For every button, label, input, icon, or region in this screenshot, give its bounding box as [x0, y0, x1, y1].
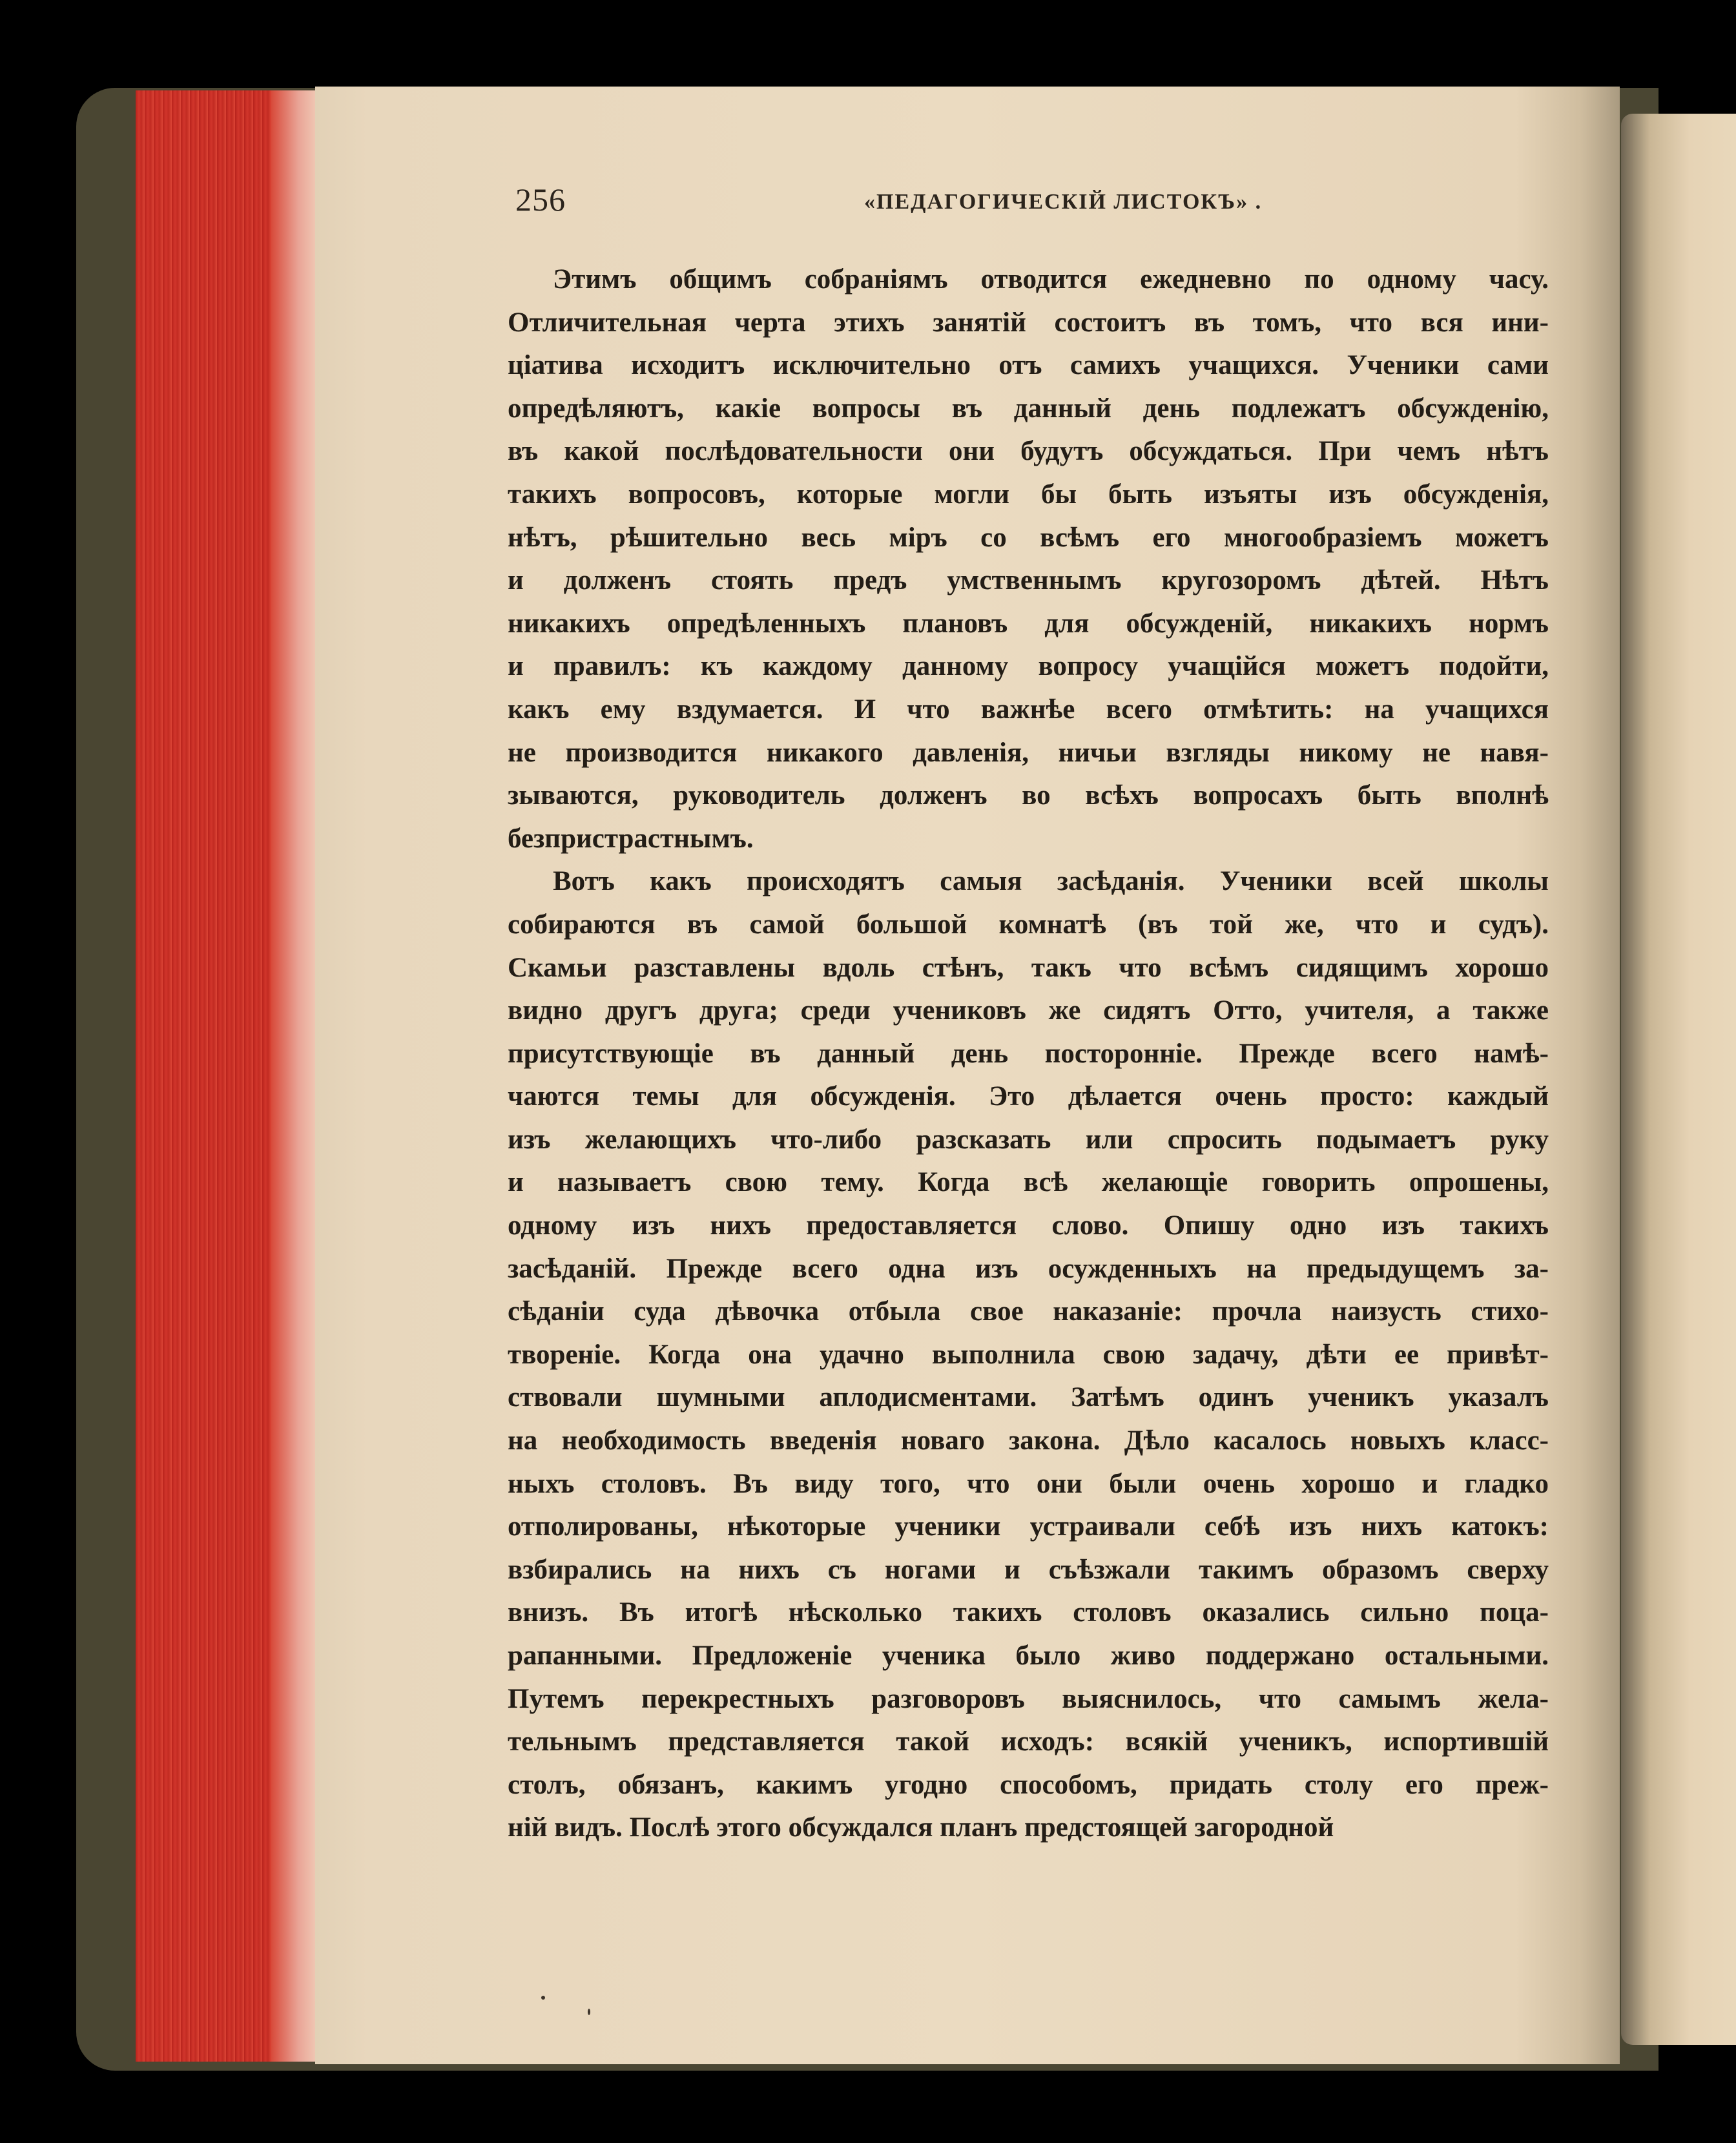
text-line: собираются въ самой большой комнатѣ (въ той же, что и судъ). — [508, 909, 1549, 940]
text-line: никакихъ опредѣленныхъ плановъ для обсужденій, никакихъ нормъ — [508, 608, 1549, 639]
body-text — [508, 258, 1549, 1850]
running-title: «ПЕДАГОГИЧЕСКІЙ ЛИСТОКЪ» . — [864, 190, 1263, 214]
page-speck — [588, 2009, 590, 2015]
text-line: ныхъ столовъ. Въ виду того, что они были очень хорошо и гладко — [508, 1468, 1549, 1499]
text-line: въ какой послѣдовательности они будутъ обсуждаться. При чемъ нѣтъ — [508, 436, 1549, 467]
page-edge-highlight — [271, 90, 316, 2062]
paragraph — [508, 860, 1549, 1850]
text-line: не производится никакого давленія, ничьи взгляды никому не навя- — [508, 737, 1549, 768]
text-line: видно другъ друга; среди учениковъ же сидятъ Отто, учителя, а также — [508, 995, 1549, 1026]
text-line: ній видъ. Послѣ этого обсуждался планъ предстоящей загородной — [508, 1812, 1334, 1843]
text-line: на необходимость введенія новаго закона. Дѣло касалось новыхъ класс- — [508, 1425, 1549, 1456]
text-line: Скамьи разставлены вдоль стѣнъ, такъ что всѣмъ сидящимъ хорошо — [508, 952, 1549, 983]
facing-page-edge — [1621, 114, 1736, 2045]
text-line: Вотъ какъ происходятъ самыя засѣданія. Ученики всей школы — [553, 866, 1549, 897]
text-line: и долженъ стоять предъ умственнымъ кругозоромъ дѣтей. Нѣтъ — [508, 565, 1549, 596]
text-line: нѣтъ, рѣшительно весь міръ со всѣмъ его многообразіемъ можетъ — [508, 522, 1549, 553]
text-line: взбирались на нихъ съ ногами и съѣзжали такимъ образомъ сверху — [508, 1554, 1549, 1585]
text-line: твореніе. Когда она удачно выполнила свою задачу, дѣти ее привѣт- — [508, 1339, 1549, 1370]
text-line: Путемъ перекрестныхъ разговоровъ выяснилось, что самымъ жела- — [508, 1683, 1549, 1714]
text-line: и называетъ свою тему. Когда всѣ желающіе говорить опрошены, — [508, 1167, 1549, 1198]
text-line: ціатива исходитъ исключительно отъ самихъ учащихся. Ученики сами — [508, 350, 1549, 381]
paragraph — [508, 258, 1549, 860]
text-line: зываются, руководитель долженъ во всѣхъ вопросахъ быть вполнѣ — [508, 780, 1549, 811]
text-line: и правилъ: къ каждому данному вопросу учащійся можетъ подойти, — [508, 651, 1549, 682]
text-line: такихъ вопросовъ, которые могли бы быть изъяты изъ обсужденія, — [508, 479, 1549, 510]
text-line: столъ, обязанъ, какимъ угодно способомъ, придать столу его преж- — [508, 1769, 1549, 1800]
text-line: Отличительная черта этихъ занятій состоитъ въ томъ, что вся ини- — [508, 307, 1549, 338]
text-line: чаются темы для обсужденія. Это дѣлается очень просто: каждый — [508, 1081, 1549, 1112]
text-line: изъ желающихъ что-либо разсказать или спросить подымаетъ руку — [508, 1124, 1549, 1155]
text-line: Этимъ общимъ собраніямъ отводится ежедневно по одному часу. — [553, 264, 1549, 295]
page-number: 256 — [515, 181, 566, 218]
text-line: присутствующіе въ данный день посторонніе. Прежде всего намѣ- — [508, 1038, 1549, 1069]
text-line: засѣданій. Прежде всего одна изъ осужденныхъ на предыдущемъ за- — [508, 1253, 1549, 1284]
text-line: одному изъ нихъ предоставляется слово. Опишу одно изъ такихъ — [508, 1210, 1549, 1241]
text-line: внизъ. Въ итогѣ нѣсколько такихъ столовъ оказались сильно поца- — [508, 1597, 1549, 1628]
text-line: отполированы, нѣкоторые ученики устраивали себѣ изъ нихъ катокъ: — [508, 1511, 1549, 1542]
text-line: тельнымъ представляется такой исходъ: всякій ученикъ, испортившій — [508, 1726, 1549, 1757]
page-speck — [541, 1996, 545, 2000]
text-line: безпристрастнымъ. — [508, 823, 754, 854]
text-line: какъ ему вздумается. И что важнѣе всего отмѣтить: на учащихся — [508, 694, 1549, 725]
text-line: рапанными. Предложеніе ученика было живо поддержано остальными. — [508, 1641, 1549, 1671]
text-line: ствовали шумными аплодисментами. Затѣмъ одинъ ученикъ указалъ — [508, 1382, 1549, 1413]
page-header — [515, 181, 1549, 226]
text-line: опредѣляютъ, какіе вопросы въ данный день подлежатъ обсужденію, — [508, 393, 1549, 424]
text-line: сѣданіи суда дѣвочка отбыла свое наказаніе: прочла наизусть стихо- — [508, 1296, 1549, 1327]
